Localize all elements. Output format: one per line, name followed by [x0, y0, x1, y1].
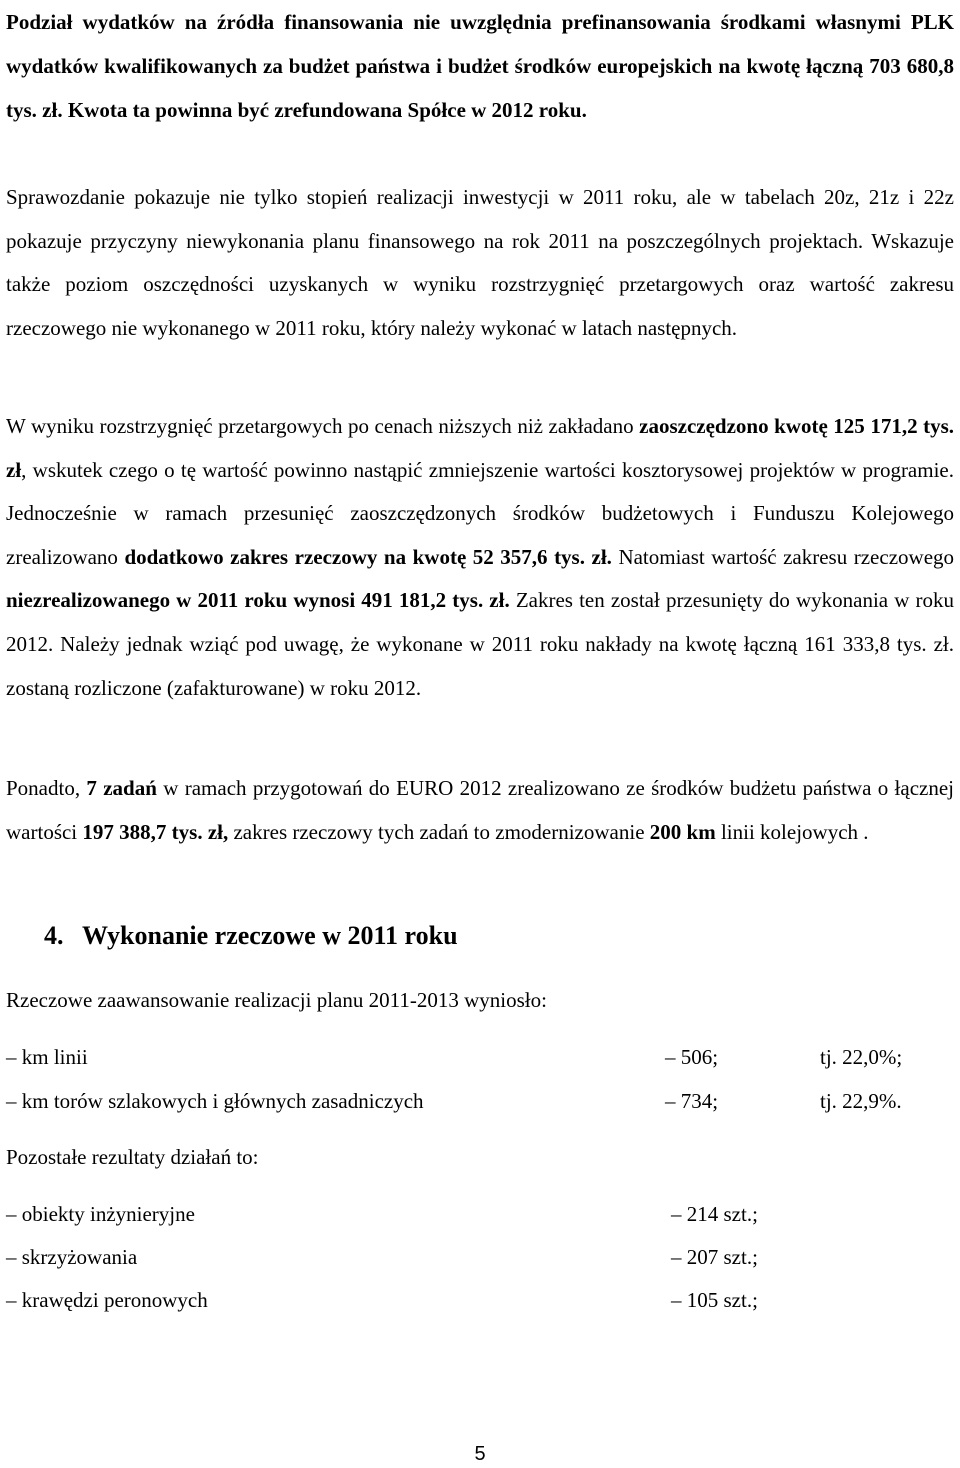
result-value: – 214 szt.; [671, 1202, 758, 1226]
result-value: – 207 szt.; [671, 1245, 758, 1269]
section-number: 4. [44, 921, 64, 950]
text-segment: W wyniku rozstrzygnięć przetargowych po cenach niższych niż zakładano [6, 414, 640, 438]
bold-additional-scope: dodatkowo zakres rzeczowy na kwotę 52 357,6 tys. zł. [124, 544, 612, 569]
progress-percent: tj. 22,9%. [820, 1089, 902, 1113]
result-label: – skrzyżowania [6, 1245, 138, 1269]
result-label: – obiekty inżynieryjne [6, 1202, 195, 1226]
bold-task-value: 197 388,7 tys. zł, [82, 820, 229, 844]
result-row-engineering-objects [6, 1199, 954, 1229]
paragraph-report-scope: Sprawozdanie pokazuje nie tylko stopień realizacji inwestycji w 2011 roku, ale w tabelach 20z, 21z i 22z pokazuje przyczyny niewykonania planu finansowego na rok 2011 na poszczególnych projektach. Wskazuje także poziom oszczędności uzyskanych w wyniku rozstrzygnięć przetargowych oraz wartość zakresu rzeczowego nie wykonanego w 2011 roku, który należy wykonać w latach następnych. [6, 185, 954, 340]
progress-percent: tj. 22,0%; [820, 1045, 903, 1069]
progress-row-km-tracks [6, 1086, 954, 1116]
results-intro: Pozostałe rezultaty działań to: [6, 1145, 259, 1169]
section-heading [44, 921, 458, 951]
result-row-platform-edges [6, 1285, 954, 1315]
bold-savings-amount: zaoszczędzono kwotę 125 171,2 tys. zł [6, 414, 955, 482]
text-segment: w ramach przygotowań do EURO 2012 zrealizowano ze środków budżetu państwa o łącznej wartości [6, 776, 954, 844]
paragraph-euro-2012 [6, 766, 954, 854]
section-title: Wykonanie rzeczowe w 2011 roku [82, 921, 458, 950]
progress-label: – km linii [6, 1045, 88, 1069]
bold-task-count: 7 zadań [86, 776, 157, 800]
text-segment: Ponadto, [6, 776, 87, 800]
text-segment: , wskutek czego o tę wartość powinno nastąpić zmniejszenie wartości kosztorysowej projektów w programie. Jednocześnie w ramach przesunięć zaoszczędzonych środków budżetowych i Funduszu Kolejowego zrealizowano [6, 457, 954, 569]
text-segment: Natomiast wartość zakresu rzeczowego [611, 544, 955, 569]
progress-label: – km torów szlakowych i głównych zasadniczych [6, 1089, 424, 1113]
progress-value: – 734; [665, 1089, 719, 1113]
paragraph-tender-savings [6, 405, 954, 710]
progress-intro: Rzeczowe zaawansowanie realizacji planu 2011-2013 wyniosło: [6, 988, 547, 1012]
bold-km-modernized: 200 km [649, 820, 716, 844]
text-segment: zakres rzeczowy tych zadań to zmodernizowanie [228, 820, 650, 844]
bold-unrealized-amount: niezrealizowanego w 2011 roku wynosi 491 181,2 tys. zł. [6, 588, 510, 613]
page-number: 5 [474, 1443, 486, 1465]
paragraph-financing-split: Podział wydatków na źródła finansowania nie uwzględnia prefinansowania środkami własnymi PLK wydatków kwalifikowanych za budżet państwa i budżet środków europejskich na kwotę łączną 703 680,8 tys. zł. Kwota ta powinna być zrefundowana Spółce w 2012 roku. [6, 10, 954, 122]
result-row-crossings [6, 1242, 954, 1272]
text-segment: linii kolejowych . [715, 820, 869, 844]
text-segment: Zakres ten został przesunięty do wykonania w roku 2012. Należy jednak wziąć pod uwagę, że wykonane w 2011 roku nakłady na kwotę łączną 161 333,8 tys. zł. zostaną rozliczone (zafakturowane) w roku 2012. [6, 588, 954, 700]
result-label: – krawędzi peronowych [6, 1288, 208, 1312]
result-value: – 105 szt.; [671, 1288, 758, 1312]
progress-value: – 506; [665, 1045, 719, 1069]
progress-row-km-lines [6, 1042, 954, 1072]
